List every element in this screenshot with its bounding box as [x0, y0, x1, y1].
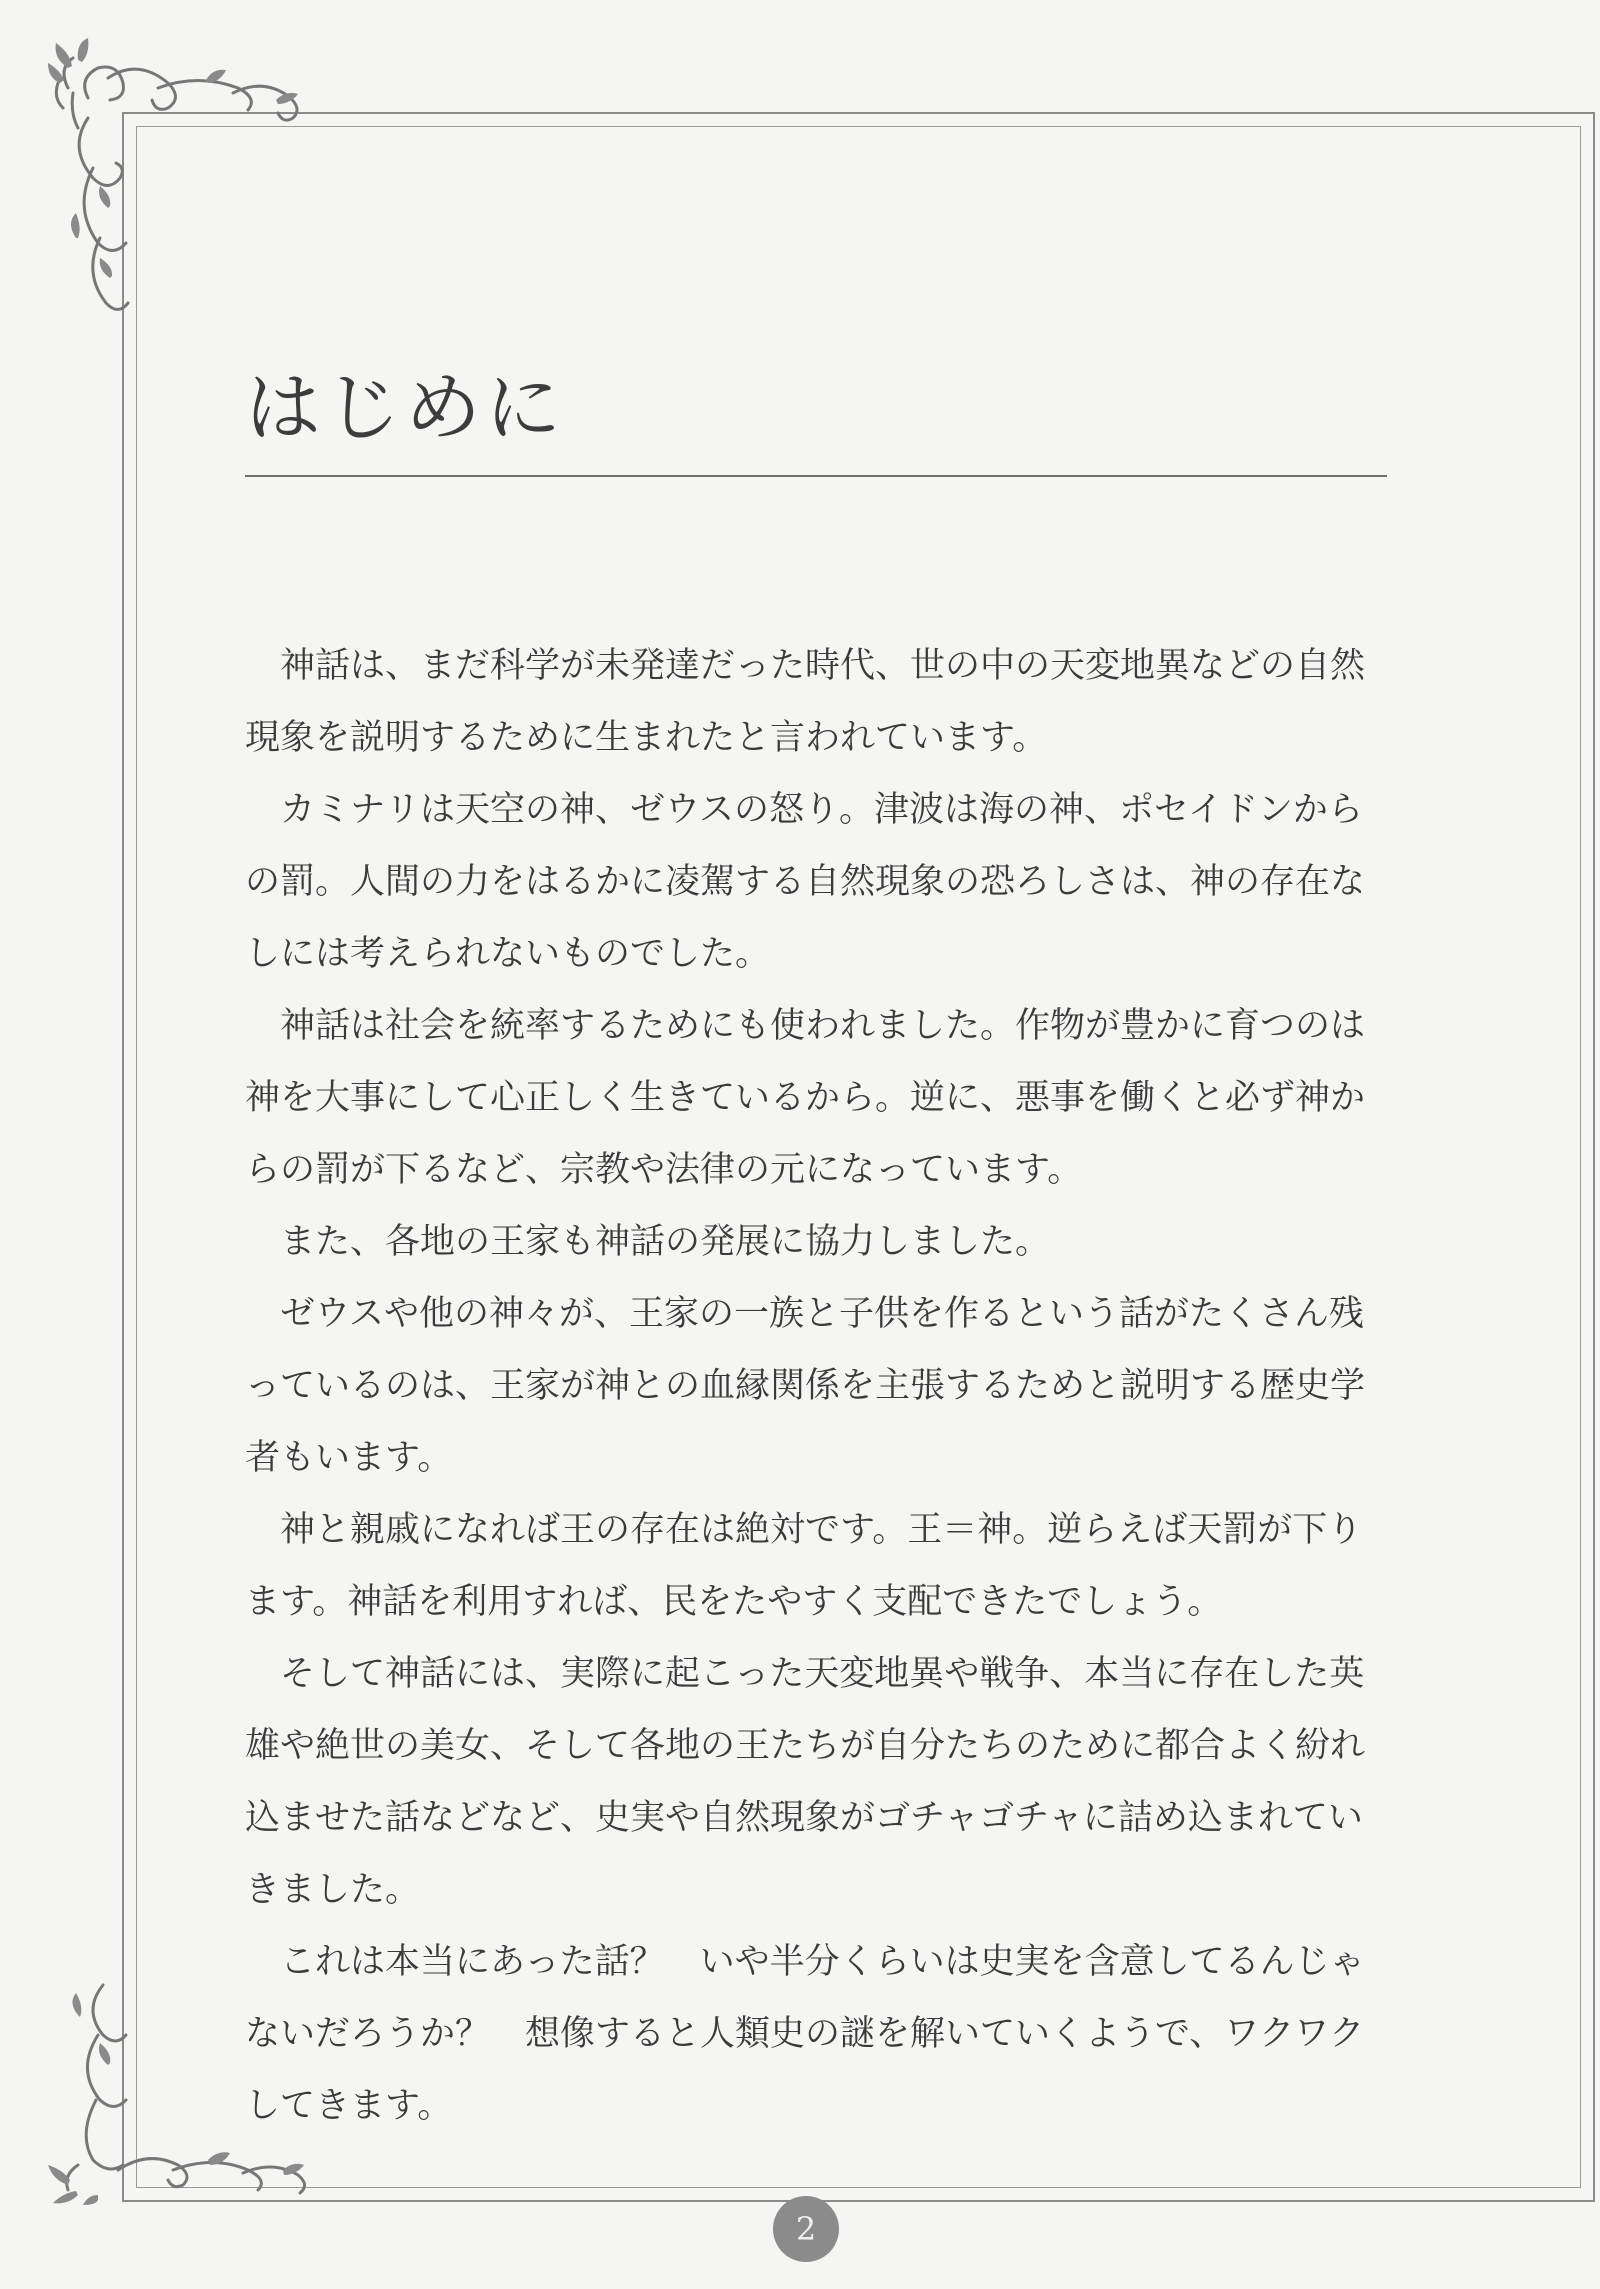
title-underline	[245, 475, 1387, 477]
paragraph: ゼウスや他の神々が、王家の一族と子供を作るという話がたくさん残っているのは、王家が神との血縁関係を主張するためと説明する歴史学者もいます。	[245, 1294, 1366, 1478]
page-title: はじめに	[245, 363, 565, 452]
paragraph: 神と親戚になれば王の存在は絶対です。王＝神。逆らえば天罰が下ります。神話を利用すれば、民をたやすく支配できたでしょう。	[245, 1510, 1363, 1622]
paragraph: また、各地の王家も神話の発展に協力しました。	[280, 1222, 1051, 1262]
paragraph: 神話は、まだ科学が未発達だった時代、世の中の天変地異などの自然現象を説明するために生まれたと言われています。	[245, 646, 1366, 758]
paragraph: これは本当にあった話？ いや半分くらいは史実を含意してるんじゃないだろうか？ 想像すると人類史の謎を解いていくようで、ワクワクしてきます。	[245, 1942, 1365, 2126]
paragraph: カミナリは天空の神、ゼウスの怒り。津波は海の神、ポセイドンからの罰。人間の力をはるかに凌駕する自然現象の恐ろしさは、神の存在なしには考えられないものでした。	[245, 790, 1366, 974]
body-text	[245, 630, 1395, 2142]
paragraph: 神話は社会を統率するためにも使われました。作物が豊かに育つのは神を大事にして心正しく生きているから。逆に、悪事を働くと必ず神からの罰が下るなど、宗教や法律の元になっています。	[245, 1006, 1366, 1190]
page-number: 2	[773, 2196, 839, 2262]
floral-ornament-icon	[48, 38, 328, 338]
paragraph: そして神話には、実際に起こった天変地異や戦争、本当に存在した英雄や絶世の美女、そして各地の王たちが自分たちのために都合よく紛れ込ませた話などなど、史実や自然現象がゴチャゴチャに詰め込まれていきました。	[245, 1654, 1366, 1910]
